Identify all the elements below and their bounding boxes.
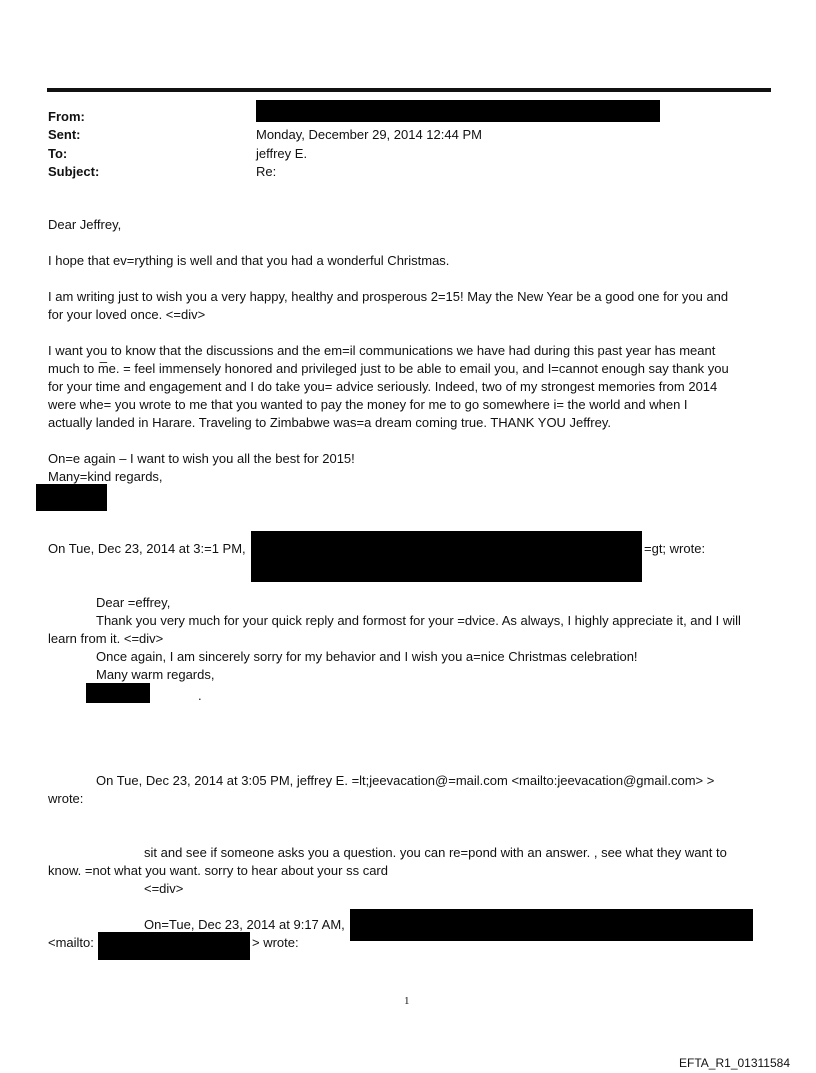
sent-label: Sent: xyxy=(48,127,81,142)
quote1-dot: . xyxy=(198,688,202,703)
paragraph-3-line-5: actually landed in Harare. Traveling to Zimbabwe was=a dream coming true. THANK YOU Jeffrey. xyxy=(48,415,611,430)
paragraph-3-line-1: I want you to know that the discussions and the em=il communications we have had during this past year has meant xyxy=(48,343,716,358)
quote2-intro-line-2: wrote: xyxy=(48,791,84,806)
paragraph-4-line-2: Many=kind regards, xyxy=(48,469,163,484)
to-label: To: xyxy=(48,146,68,161)
quote1-line-4: Many warm regards, xyxy=(96,667,215,682)
quote2-line-2: know. =not what you want. sorry to hear about your ss card xyxy=(48,863,388,878)
quote1-intro: On Tue, Dec 23, 2014 at 3:=1 PM, xyxy=(48,541,246,556)
quote1-intro-end: =gt; wrote: xyxy=(644,541,706,556)
quote3-mailto-end: > wrote: xyxy=(252,935,299,950)
redaction-from xyxy=(256,100,660,122)
paragraph-1: I hope that ev=rything is well and that you had a wonderful Christmas. xyxy=(48,253,450,268)
paragraph-3-line-3: for your time and engagement and I do take you= advice seriously. Indeed, two of my strongest memories from 2014 xyxy=(48,379,718,394)
subject-label: Subject: xyxy=(48,164,100,179)
quote1-line-3: Once again, I am sincerely sorry for my behavior and I wish you a=nice Christmas celebration! xyxy=(96,649,638,664)
redaction-quote1-signature xyxy=(86,683,150,703)
quote2-line-1: sit and see if someone asks you a question. you can re=pond with an answer. , see what they want to xyxy=(144,845,727,860)
quote2-line-3: <=div> xyxy=(144,881,184,896)
quote1-line-2: learn from it. <=div> xyxy=(48,631,164,646)
redaction-signature xyxy=(36,484,107,511)
quote1-greeting: Dear =effrey, xyxy=(96,595,171,610)
to-value: jeffrey E. xyxy=(256,146,308,161)
paragraph-2-line-1: I am writing just to wish you a very happy, healthy and prosperous 2=15! May the New Year be a good one for you and xyxy=(48,289,729,304)
greeting: Dear Jeffrey, xyxy=(48,217,122,232)
paragraph-2-line-2: for your loved once. <=div> xyxy=(48,307,206,322)
redaction-quote3-sender xyxy=(350,909,753,941)
paragraph-3-line-4: were whe= you wrote to me that you wanted to pay the money for me to go somewhere i= the world and when I xyxy=(48,397,688,412)
quote1-line-1: Thank you very much for your quick reply and formost for your =dvice. As always, I highly appreciate it, and I will xyxy=(96,613,741,628)
quote3-intro: On=Tue, Dec 23, 2014 at 9:17 AM, xyxy=(144,917,345,932)
from-label: From: xyxy=(48,109,85,124)
page-number: 1 xyxy=(404,995,410,1007)
document-id: EFTA_R1_01311584 xyxy=(679,1056,790,1070)
quote3-mailto: <mailto: xyxy=(48,935,94,950)
quote2-intro-line-1: On Tue, Dec 23, 2014 at 3:05 PM, jeffrey E. =lt;jeevacation@=mail.com <mailto:jeevacation@gmail.com> > xyxy=(96,773,715,788)
paragraph-4-line-1: On=e again – I want to wish you all the best for 2015! xyxy=(48,451,355,466)
subject-value: Re: xyxy=(256,164,277,179)
redaction-quote1-sender xyxy=(251,531,642,582)
redaction-quote3-email xyxy=(98,932,250,960)
paragraph-3-line-2: much to m̅e. = feel immensely honored and privileged just to be able to email you, and I=cannot enough say thank you xyxy=(48,361,729,376)
sent-value: Monday, December 29, 2014 12:44 PM xyxy=(256,127,482,142)
header-divider xyxy=(47,88,771,92)
